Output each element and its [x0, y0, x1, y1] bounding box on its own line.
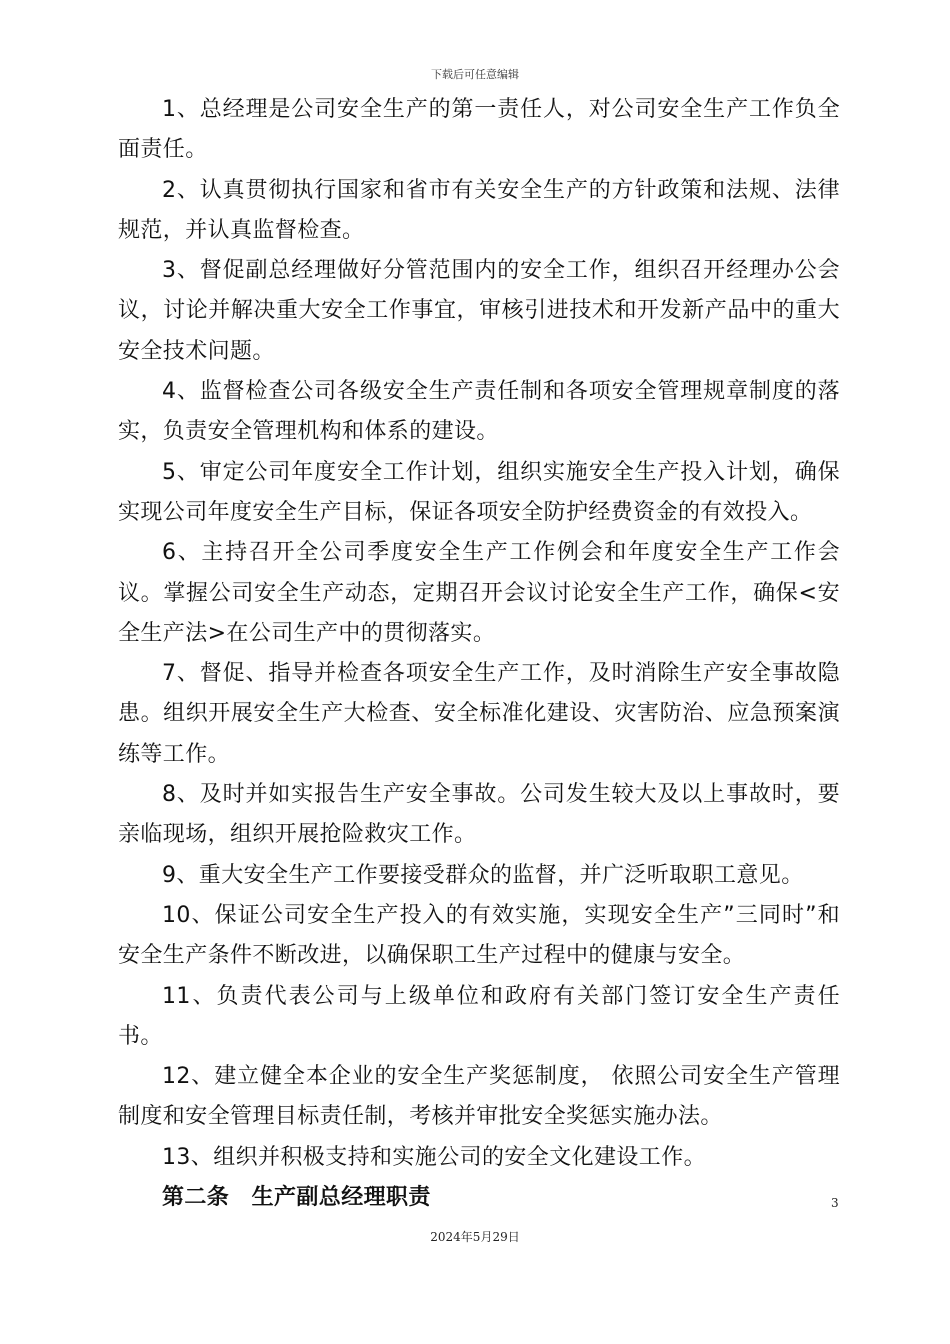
paragraph-item-6: 6、主持召开全公司季度安全生产工作例会和年度安全生产工作会议。掌握公司安全生产动态，定期召开会议讨论安全生产工作，确保<安全生产法>在公司生产中的贯彻落实。	[118, 540, 840, 646]
paragraph-item-3: 3、督促副总经理做好分管范围内的安全工作，组织召开经理办公会议，讨论并解决重大安全工作事宜，审核引进技术和开发新产品中的重大安全技术问题。	[118, 258, 840, 364]
paragraph-item-9: 9、重大安全生产工作要接受群众的监督，并广泛听取职工意见。	[162, 862, 804, 888]
paragraph-item-4: 4、监督检查公司各级安全生产责任制和各项安全管理规章制度的落实，负责安全管理机构和体系的建设。	[118, 379, 840, 445]
paragraph-item-10: 10、保证公司安全生产投入的有效实施，实现安全生产”三同时”和安全生产条件不断改进，以确保职工生产过程中的健康与安全。	[118, 902, 840, 969]
paragraph-item-7: 7、督促、指导并检查各项安全生产工作，及时消除生产安全事故隐患。组织开展安全生产大检查、安全标准化建设、灾害防治、应急预案演练等工作。	[118, 661, 840, 767]
document-body	[118, 90, 840, 1218]
page-footer-date: 2024年5月29日	[430, 1230, 520, 1244]
paragraph-item-13: 13、组织并积极支持和实施公司的安全文化建设工作。	[162, 1144, 706, 1170]
paragraph-item-11: 11、负责代表公司与上级单位和政府有关部门签订安全生产责任书。	[118, 983, 840, 1049]
paragraph-item-8: 8、及时并如实报告生产安全事故。公司发生较大及以上事故时，要亲临现场，组织开展抢险救灾工作。	[118, 782, 840, 848]
page-header: 下载后可任意编辑	[431, 68, 519, 81]
paragraph-item-2: 2、认真贯彻执行国家和省市有关安全生产的方针政策和法规、法律规范，并认真监督检查。	[118, 177, 840, 243]
paragraph-item-5: 5、审定公司年度安全工作计划，组织实施安全生产投入计划，确保实现公司年度安全生产目标，保证各项安全防护经费资金的有效投入。	[118, 459, 840, 525]
section-heading: 第二条 生产副总经理职责	[162, 1185, 431, 1211]
paragraph-item-12: 12、建立健全本企业的安全生产奖惩制度， 依照公司安全生产管理制度和安全管理目标责任制，考核并审批安全奖惩实施办法。	[118, 1064, 840, 1130]
paragraph-item-1: 1、总经理是公司安全生产的第一责任人，对公司安全生产工作负全面责任。	[118, 97, 840, 163]
page-number: 3	[831, 1196, 839, 1210]
